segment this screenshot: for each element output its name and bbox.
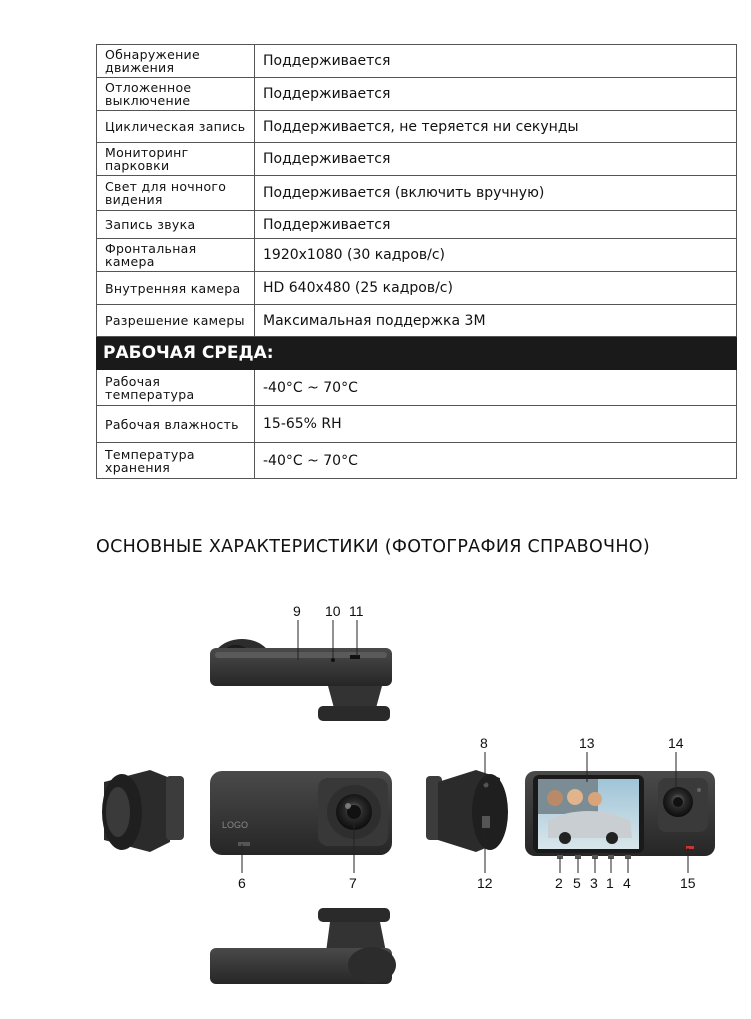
spec-value: -40°C ~ 70°C <box>255 370 737 406</box>
spec-value: Поддерживается <box>255 45 737 78</box>
spec-value: HD 640x480 (25 кадров/с) <box>255 272 737 305</box>
spec-value: Поддерживается <box>255 78 737 111</box>
bottom-view-figure <box>210 908 396 984</box>
right-side-figure <box>426 770 508 852</box>
callout-14: 14 <box>668 735 684 751</box>
front-view-figure <box>210 771 392 855</box>
spec-label: Фронтальная камера <box>97 239 255 272</box>
callout-1: 1 <box>606 875 614 891</box>
spec-value: Максимальная поддержка 3M <box>255 305 737 337</box>
back-view-figure <box>525 771 715 859</box>
spec-label: Мониторинг парковки <box>97 143 255 176</box>
callout-3: 3 <box>590 875 598 891</box>
callout-12: 12 <box>477 875 493 891</box>
spec-value: Поддерживается, не теряется ни секунды <box>255 111 737 143</box>
callout-10: 10 <box>325 603 341 619</box>
spec-label: Разрешение камеры <box>97 305 255 337</box>
callout-5: 5 <box>573 875 581 891</box>
callout-13: 13 <box>579 735 595 751</box>
callout-4: 4 <box>623 875 631 891</box>
section-title: РАБОЧАЯ СРЕДА: <box>97 337 737 370</box>
spec-label: Температура хранения <box>97 443 255 479</box>
spec-value: Поддерживается (включить вручную) <box>255 176 737 211</box>
features-heading: ОСНОВНЫЕ ХАРАКТЕРИСТИКИ (ФОТОГРАФИЯ СПРАВОЧНО) <box>96 537 650 557</box>
logo-text: LOGO <box>222 820 249 830</box>
top-view-figure <box>210 639 392 721</box>
spec-value: 15-65% RH <box>255 406 737 443</box>
spec-label: Рабочая влажность <box>97 406 255 443</box>
spec-label: Рабочая температура <box>97 370 255 406</box>
spec-label: Обнаружение движения <box>97 45 255 78</box>
callout-6: 6 <box>238 875 246 891</box>
left-side-figure <box>102 770 184 852</box>
callout-9: 9 <box>293 603 301 619</box>
spec-label: Циклическая запись <box>97 111 255 143</box>
callout-2: 2 <box>555 875 563 891</box>
callout-15: 15 <box>680 875 696 891</box>
spec-value: Поддерживается <box>255 211 737 239</box>
spec-value: 1920x1080 (30 кадров/с) <box>255 239 737 272</box>
spec-value: Поддерживается <box>255 143 737 176</box>
callout-8: 8 <box>480 735 488 751</box>
callout-7: 7 <box>349 875 357 891</box>
spec-value: -40°C ~ 70°C <box>255 443 737 479</box>
callout-11: 11 <box>349 603 364 619</box>
spec-label: Свет для ночного видения <box>97 176 255 211</box>
spec-label: Запись звука <box>97 211 255 239</box>
spec-label: Внутренняя камера <box>97 272 255 305</box>
spec-label: Отложенное выключение <box>97 78 255 111</box>
